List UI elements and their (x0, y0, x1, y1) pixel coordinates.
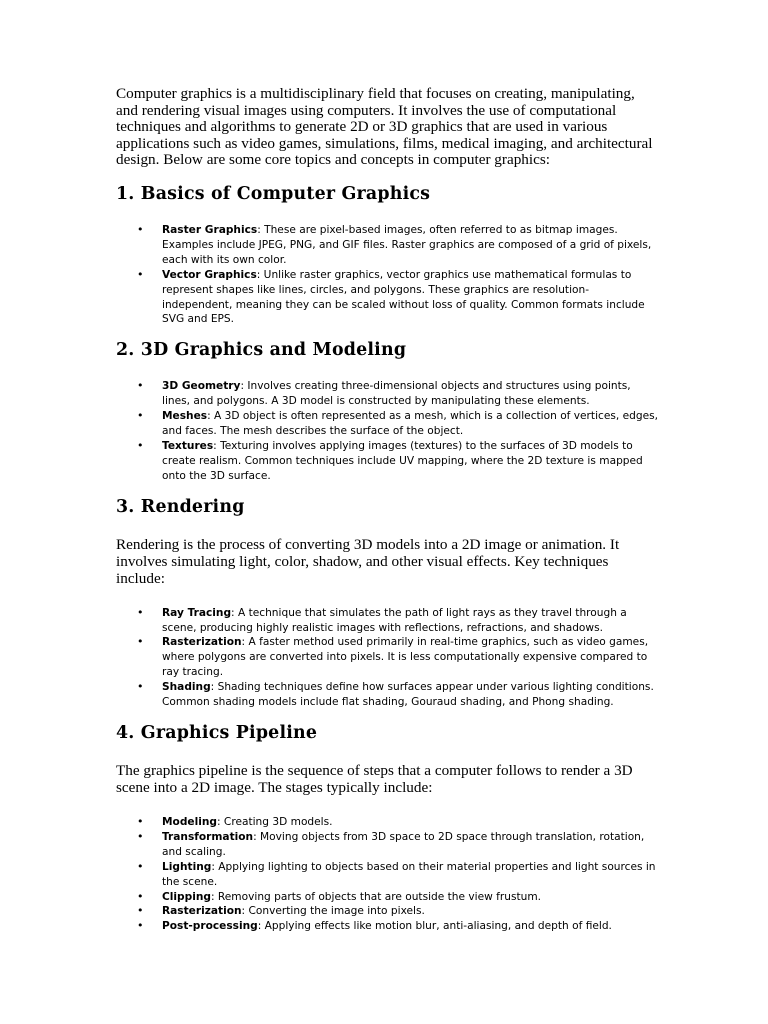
list-text: : A faster method used primarily in real-time graphics, such as video games, where polygons are converted into pixels. It is less computationally expensive compared to ray tracing. (162, 636, 649, 679)
list-item (137, 680, 658, 710)
list-text: : Shading techniques define how surfaces appear under various lighting conditions. Common shading models include flat shading, Gouraud shading, and Phong shading. (162, 681, 654, 709)
list-text: : A technique that simulates the path of light rays as they travel through a scene, producing highly realistic images with reflections, refractions, and shadows. (162, 606, 627, 634)
list-item (137, 409, 658, 439)
bullet-icon: • (137, 438, 144, 452)
bullet-icon: • (137, 267, 144, 281)
list-text: : Applying effects like motion blur, anti-aliasing, and depth of field. (257, 920, 612, 933)
section-heading-pipeline: 4. Graphics Pipeline (116, 723, 318, 743)
section-heading-basics: 1. Basics of Computer Graphics (116, 183, 431, 204)
bullet-icon: • (137, 889, 144, 903)
list-text: : Removing parts of objects that are outside the view frustum. (210, 890, 542, 903)
list-term: Rasterization (162, 636, 242, 649)
list-text: : Involves creating three-dimensional objects and structures using points, lines, and polygons. A 3D model is constructed by manipulating these elements. (162, 380, 631, 408)
list-term: Shading (162, 681, 211, 694)
bullet-icon: • (137, 605, 144, 619)
bullet-icon: • (137, 859, 144, 873)
list-item (137, 904, 658, 919)
list-item (137, 919, 658, 934)
list-item (137, 889, 658, 905)
list-item (137, 815, 658, 830)
intro-paragraph: Computer graphics is a multidisciplinary field that focuses on creating, manipulating, and rendering visual images using computers. It involves the use of computational techniques and algorithms to generate 2D or 3D graphics that are used in various applications such as video games, simulations, films, medical imaging, and architectural design. Below are some core topics and concepts in computer graphics: (116, 85, 653, 169)
list-text: : A 3D object is often represented as a mesh, which is a collection of vertices, edges, and faces. The mesh describes the surface of the object. (162, 410, 658, 438)
bullet-icon: • (137, 904, 144, 918)
list-term: Post-processing (162, 920, 258, 933)
list-item (137, 635, 658, 680)
list-term: Transformation (162, 830, 254, 843)
bullet-icon: • (137, 409, 144, 423)
list-term: Ray Tracing (162, 606, 232, 619)
pipeline-paragraph: The graphics pipeline is the sequence of steps that a computer follows to render a 3D scene into a 2D image. The stages typically include: (116, 762, 633, 796)
bullet-list-3d-graphics (116, 379, 658, 483)
bullet-list-pipeline (116, 815, 658, 934)
list-item (137, 859, 658, 890)
bullet-icon: • (137, 919, 144, 933)
list-item (137, 379, 658, 409)
list-item (137, 222, 658, 268)
bullet-icon: • (137, 815, 144, 828)
bullet-icon: • (137, 680, 144, 694)
list-text: : Texturing involves applying images (textures) to the surfaces of 3D models to create realism. Common techniques include UV mapping, where the 2D texture is mapped onto the 3D surface. (162, 439, 643, 482)
rendering-paragraph: Rendering is the process of converting 3D models into a 2D image or animation. It involves simulating light, color, shadow, and other visual effects. Key techniques include: (116, 535, 620, 587)
list-text: : Converting the image into pixels. (241, 905, 425, 918)
list-text: : Unlike raster graphics, vector graphics use mathematical formulas to represent shapes like lines, circles, and polygons. These graphics are resolution-independent, meaning they can be scaled without loss of quality. Common formats include SVG and EPS. (162, 268, 645, 326)
list-item (137, 829, 658, 860)
section-heading-rendering: 3. Rendering (116, 496, 245, 517)
list-text: : Creating 3D models. (216, 816, 333, 828)
bullet-icon: • (137, 379, 144, 393)
bullet-icon: • (137, 222, 144, 236)
list-item (137, 438, 658, 484)
bullet-list-rendering (116, 606, 658, 710)
list-text: : Applying lighting to objects based on their material properties and light sources in the scene. (162, 860, 656, 888)
list-item (137, 267, 658, 328)
list-term: Lighting (162, 860, 212, 873)
list-term: Clipping (162, 890, 211, 903)
list-item (137, 605, 658, 636)
bullet-icon: • (137, 635, 144, 649)
list-term: 3D Geometry (162, 380, 241, 393)
list-term: Vector Graphics (162, 268, 257, 281)
bullet-icon: • (137, 829, 144, 843)
list-text: : These are pixel-based images, often referred to as bitmap images. Examples include JPEG, PNG, and GIF files. Raster graphics are composed of a grid of pixels, each with its own color. (162, 223, 652, 266)
bullet-list-basics (116, 223, 658, 327)
list-term: Textures (162, 439, 214, 452)
list-text: : Moving objects from 3D space to 2D space through translation, rotation, and scaling. (162, 830, 645, 858)
list-term: Meshes (162, 410, 208, 423)
list-term: Rasterization (162, 905, 242, 918)
list-term: Modeling (162, 816, 217, 828)
list-term: Raster Graphics (162, 223, 258, 236)
section-heading-3d-graphics: 2. 3D Graphics and Modeling (116, 340, 407, 361)
